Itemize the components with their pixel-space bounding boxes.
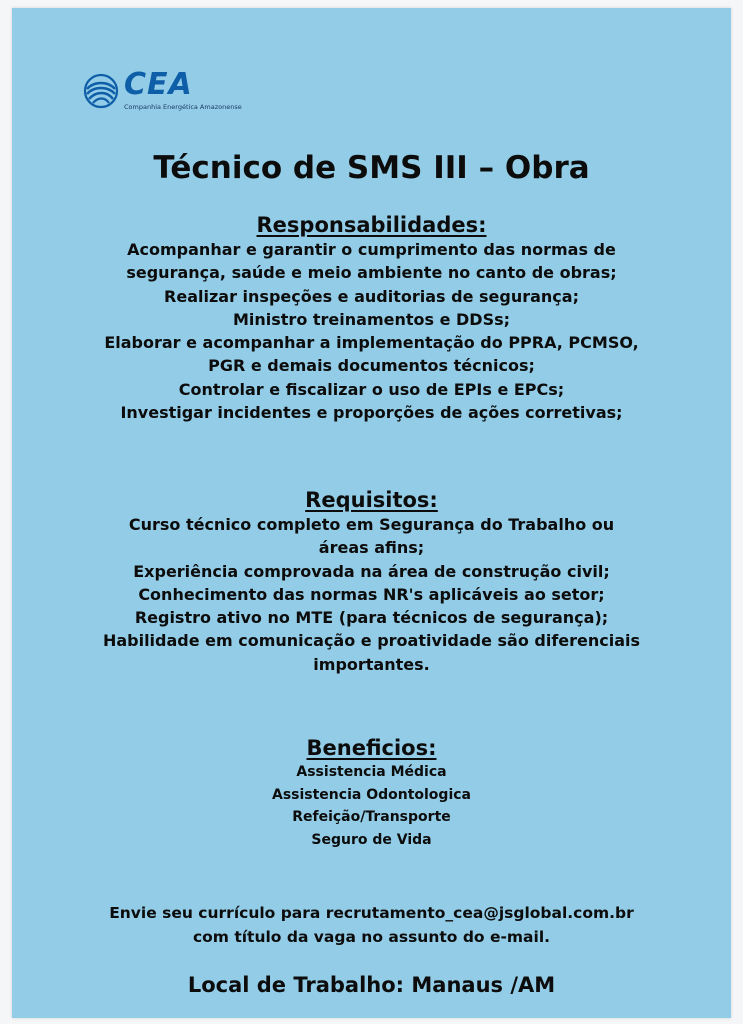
responsibility-line: Acompanhar e garantir o cumprimento das normas de	[127, 240, 616, 259]
cea-swirl-icon	[82, 72, 120, 110]
responsibility-line: PGR e demais documentos técnicos;	[208, 356, 535, 376]
benefit-item: Assistencia Odontologica	[271, 786, 471, 803]
responsibility-line: Controlar e fiscalizar o uso de EPIs e EPCs;	[178, 379, 565, 399]
requirement-line: Experiência comprovada na área de construção civil;	[133, 561, 610, 581]
contact-line-email: Envie seu currículo para recrutamento_cea@jsglobal.com.br	[109, 904, 634, 922]
requirement-line: Conhecimento das normas NR's aplicáveis ao setor;	[138, 584, 605, 604]
requirements-section	[12, 487, 731, 676]
responsibility-line: Investigar incidentes e proporções de ações corretivas;	[120, 403, 623, 423]
benefits-section	[12, 735, 731, 851]
requirement-line: Curso técnico completo em Segurança do Trabalho ou	[128, 515, 615, 534]
benefit-item: Seguro de Vida	[311, 831, 432, 848]
responsibility-line: Ministro treinamentos e DDSs;	[232, 309, 511, 329]
work-location: Local de Trabalho: Manaus /AM	[187, 973, 556, 997]
job-title: Técnico de SMS III – Obra	[153, 150, 590, 186]
requirement-line: Registro ativo no MTE (para técnicos de segurança);	[134, 608, 609, 628]
logo-wordmark: CEA	[124, 67, 193, 102]
benefit-item: Refeição/Transporte	[292, 809, 451, 825]
company-logo	[82, 67, 252, 120]
requirements-heading: Requisitos:	[305, 488, 438, 512]
benefit-item: Assistencia Médica	[296, 764, 447, 780]
responsibilities-section	[12, 212, 731, 424]
responsibility-line: segurança, saúde e meio ambiente no canto de obras;	[126, 263, 617, 283]
responsibilities-heading: Responsabilidades:	[256, 213, 487, 237]
requirement-line: áreas afins;	[318, 538, 425, 558]
logo-subtitle: Companhia Energética Amazonense	[124, 103, 242, 111]
requirement-line: Habilidade em comunicação e proatividade são diferenciais	[102, 631, 641, 651]
benefits-heading: Beneficios:	[306, 736, 437, 760]
job-poster	[12, 8, 731, 1018]
contact-section	[12, 901, 731, 949]
requirement-line: importantes.	[313, 654, 430, 674]
contact-line-subject: com título da vaga no assunto do e-mail.	[192, 928, 551, 946]
responsibility-line: Elaborar e acompanhar a implementação do PPRA, PCMSO,	[104, 333, 639, 353]
responsibility-line: Realizar inspeções e auditorias de segurança;	[164, 286, 579, 306]
